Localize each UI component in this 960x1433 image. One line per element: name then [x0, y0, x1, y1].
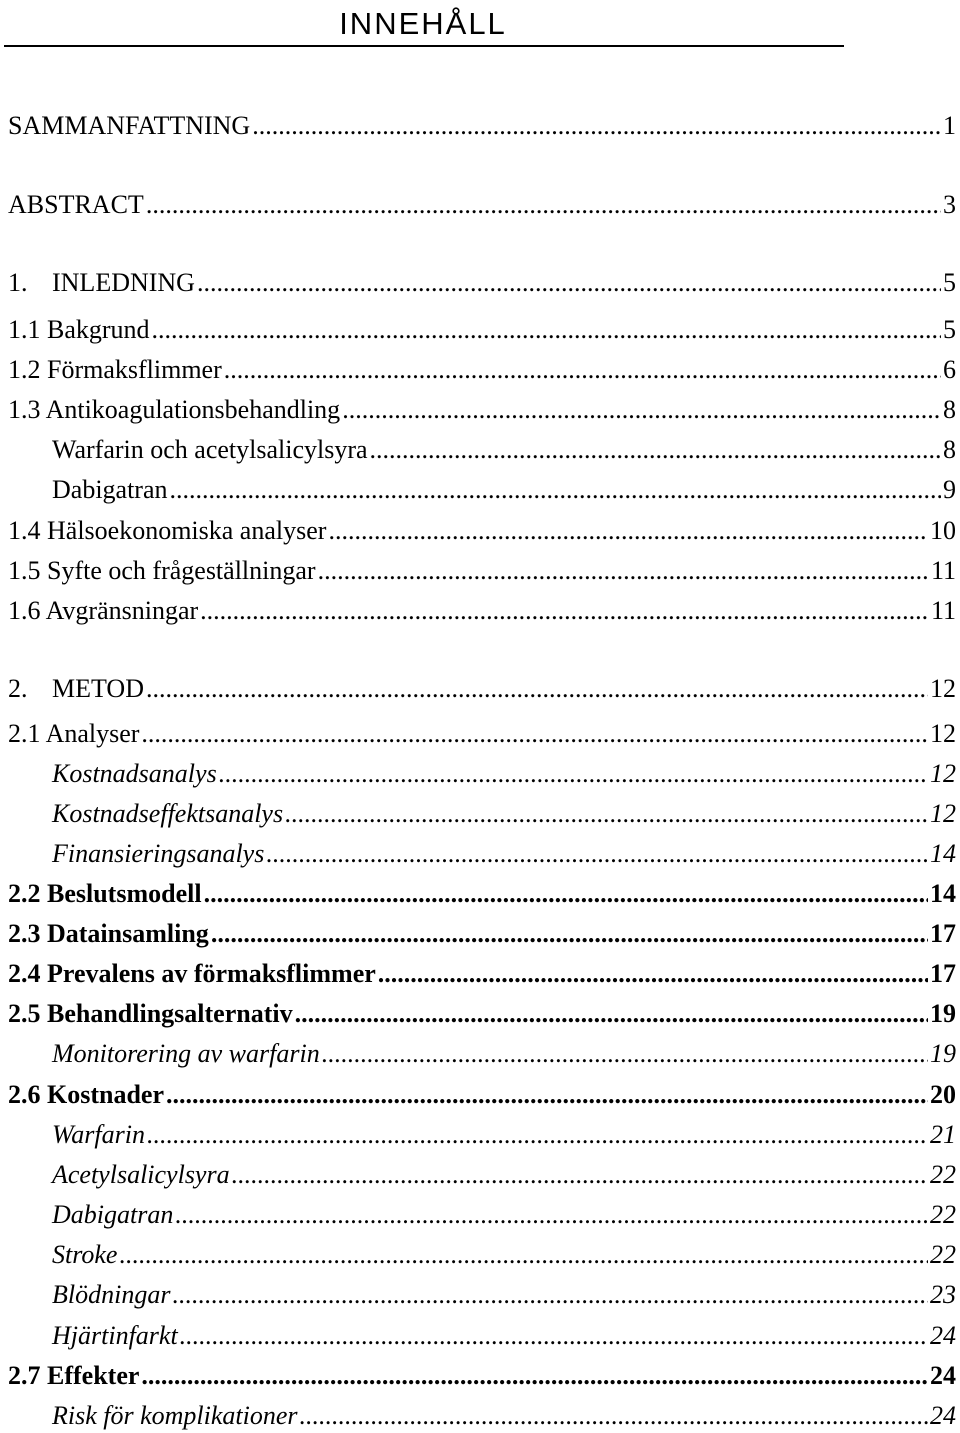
toc-entry-number: 2. [8, 674, 28, 703]
toc-entry[interactable] [0, 1119, 960, 1151]
toc-entry[interactable] [0, 110, 960, 142]
toc-entry-label: 2.4 Prevalens av förmaksflimmer [8, 959, 376, 988]
dot-leader [197, 267, 941, 299]
toc-entry[interactable] [0, 474, 960, 506]
dot-leader [180, 1320, 928, 1352]
toc-entry[interactable] [0, 1320, 960, 1352]
toc-page-number: 12 [930, 799, 956, 828]
toc-entry-label: ABSTRACT [8, 190, 144, 219]
toc-page-number: 11 [930, 596, 956, 625]
dot-leader [175, 1199, 928, 1231]
toc-page-number: 20 [930, 1080, 956, 1109]
toc-entry-label: Stroke [52, 1240, 118, 1269]
dot-leader [119, 1239, 928, 1271]
dot-leader [219, 758, 928, 790]
toc-page-number: 8 [943, 435, 956, 464]
toc-page-number: 8 [943, 395, 956, 424]
dot-leader [266, 838, 928, 870]
toc-page-number: 12 [930, 759, 956, 788]
toc-entry[interactable] [0, 1199, 960, 1231]
toc-page-number: 22 [930, 1200, 956, 1229]
toc-entry[interactable] [0, 1079, 960, 1111]
toc-page-number: 21 [930, 1120, 956, 1149]
toc-entry-label: Kostnadsanalys [52, 759, 217, 788]
page-title: INNEHÅLL [339, 6, 507, 41]
dot-leader [172, 1279, 928, 1311]
toc-entry[interactable] [0, 918, 960, 950]
toc-entry-label: Hjärtinfarkt [52, 1321, 178, 1350]
dot-leader [318, 555, 929, 587]
toc-entry-label: Finansieringsanalys [52, 839, 265, 868]
dot-leader [146, 189, 941, 221]
toc-entry-label [0, 673, 144, 705]
toc-entry[interactable] [0, 434, 960, 466]
toc-entry-label: SAMMANFATTNING [8, 111, 251, 140]
toc-entry[interactable] [0, 1279, 960, 1311]
toc-entry-text: INLEDNING [52, 268, 195, 297]
toc-entry[interactable] [0, 718, 960, 750]
dot-leader [170, 474, 941, 506]
dot-leader [211, 918, 928, 950]
toc-page-number: 17 [930, 959, 956, 988]
toc-page-number: 11 [930, 556, 956, 585]
toc-entry-text: METOD [52, 674, 144, 703]
toc-entry-label: 1.2 Förmaksflimmer [8, 355, 222, 384]
toc-entry-label: Kostnadseffektsanalys [52, 799, 284, 828]
toc-entry[interactable] [0, 354, 960, 386]
toc-entry-label: Monitorering av warfarin [52, 1039, 320, 1068]
toc-page-number: 19 [930, 999, 956, 1028]
toc-page-number: 22 [930, 1240, 956, 1269]
toc-entry-label: Risk för komplikationer [52, 1401, 298, 1430]
toc-page-number: 24 [930, 1361, 956, 1390]
toc-entry[interactable] [0, 958, 960, 990]
toc-entry[interactable] [0, 1038, 960, 1070]
toc-page-number: 24 [930, 1401, 956, 1430]
dot-leader [141, 1360, 928, 1392]
toc-page-number: 19 [930, 1039, 956, 1068]
toc-entry[interactable] [0, 1360, 960, 1392]
toc-page-number: 9 [943, 475, 956, 504]
toc-page-number: 1 [943, 111, 956, 140]
toc-entry[interactable] [0, 314, 960, 346]
toc-entry-label: 1.5 Syfte och frågeställningar [8, 556, 316, 585]
toc-entry-label: 1.1 Bakgrund [8, 315, 150, 344]
toc-entry[interactable] [0, 555, 960, 587]
toc-entry-label: 2.1 Analyser [8, 719, 140, 748]
toc-entry-number: 1. [8, 268, 28, 297]
toc-entry[interactable] [0, 595, 960, 627]
dot-leader [147, 1119, 928, 1151]
toc-entry[interactable] [0, 798, 960, 830]
toc-page-number: 3 [943, 190, 956, 219]
toc-entry[interactable] [0, 878, 960, 910]
toc-entry[interactable] [0, 1400, 960, 1432]
toc-entry-label: Dabigatran [52, 475, 168, 504]
toc-entry-label: Dabigatran [52, 1200, 174, 1229]
toc-page-number: 24 [930, 1321, 956, 1350]
toc-entry[interactable] [0, 838, 960, 870]
dot-leader [252, 110, 941, 142]
toc-entry[interactable] [0, 267, 960, 299]
toc-entry-label: 2.2 Beslutsmodell [8, 879, 202, 908]
dot-leader [378, 958, 928, 990]
toc-page-number: 23 [930, 1280, 956, 1309]
toc-entry-label: 1.4 Hälsoekonomiska analyser [8, 516, 327, 545]
dot-leader [322, 1038, 928, 1070]
toc-entry-label [0, 267, 195, 299]
toc-entry-label: 2.7 Effekter [8, 1361, 140, 1390]
dot-leader [342, 394, 941, 426]
dot-leader [204, 878, 928, 910]
toc-page-number: 10 [930, 516, 956, 545]
toc-entry[interactable] [0, 673, 960, 705]
toc-entry[interactable] [0, 394, 960, 426]
toc-entry[interactable] [0, 1239, 960, 1271]
dot-leader [200, 595, 929, 627]
toc-entry-label: 2.6 Kostnader [8, 1080, 164, 1109]
toc-page-number: 17 [930, 919, 956, 948]
toc-entry[interactable] [0, 515, 960, 547]
toc-page-number: 12 [930, 674, 956, 703]
toc-entry-label: Blödningar [52, 1280, 171, 1309]
dot-leader [295, 998, 928, 1030]
title-underline [4, 45, 844, 47]
toc-entry-label: 2.5 Behandlingsalternativ [8, 999, 293, 1028]
toc-entry[interactable] [0, 189, 960, 221]
toc-page-number: 5 [943, 268, 956, 297]
toc-entry-label: Warfarin [52, 1120, 145, 1149]
dot-leader [328, 515, 928, 547]
toc-page-number: 14 [930, 839, 956, 868]
dot-leader [166, 1079, 928, 1111]
toc-page-number: 12 [930, 719, 956, 748]
toc-entry-label: 1.3 Antikoagulationsbehandling [8, 395, 341, 424]
toc-entry[interactable] [0, 758, 960, 790]
dot-leader [370, 434, 941, 466]
toc-page-number: 22 [930, 1160, 956, 1189]
dot-leader [232, 1159, 928, 1191]
dot-leader [300, 1400, 928, 1432]
toc-entry[interactable] [0, 1159, 960, 1191]
toc-page-number: 5 [943, 315, 956, 344]
toc-entry[interactable] [0, 998, 960, 1030]
dot-leader [152, 314, 941, 346]
toc-page-number: 14 [930, 879, 956, 908]
dot-leader [146, 673, 928, 705]
toc-entry-label: 1.6 Avgränsningar [8, 596, 199, 625]
toc-entry-label: Acetylsalicylsyra [52, 1160, 230, 1189]
toc-entry-label: 2.3 Datainsamling [8, 919, 209, 948]
dot-leader [224, 354, 941, 386]
dot-leader [141, 718, 928, 750]
toc-entry-label: Warfarin och acetylsalicylsyra [52, 435, 368, 464]
toc-page-number: 6 [943, 355, 956, 384]
dot-leader [285, 798, 928, 830]
